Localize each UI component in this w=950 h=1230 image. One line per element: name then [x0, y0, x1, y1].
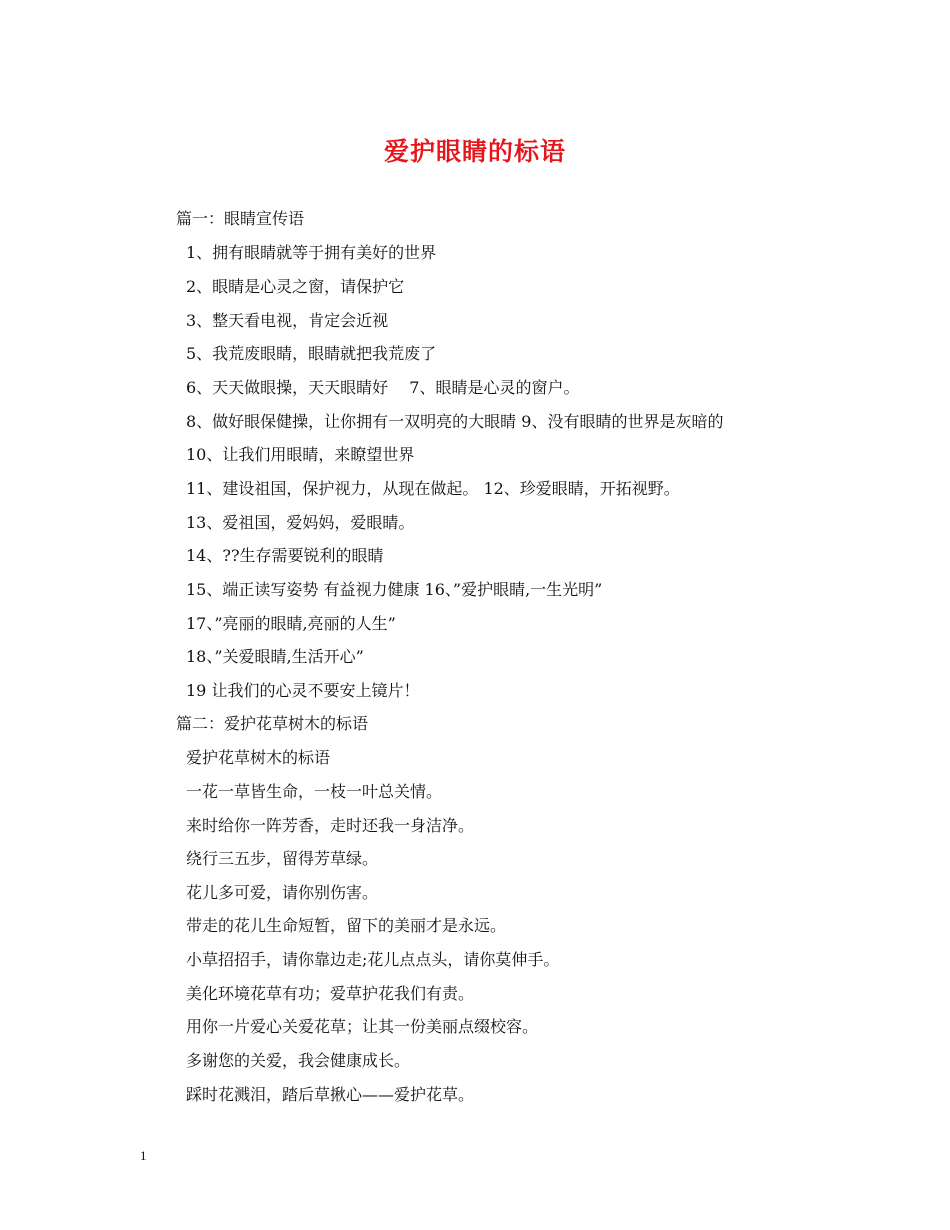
- slogan-line: 美化环境花草有功；爱草护花我们有责。: [186, 984, 475, 1003]
- slogan-line: 踩时花溅泪，踏后草揪心——爱护花草。: [186, 1085, 475, 1104]
- slogan-line: 2、眼睛是心灵之窗，请保护它: [186, 277, 405, 296]
- slogan-line: 15、端正读写姿势 有益视力健康 16、”爱护眼睛,一生光明”: [186, 580, 603, 599]
- slogan-line: 花儿多可爱，请你别伤害。: [186, 883, 379, 902]
- slogan-line: 带走的花儿生命短暂，留下的美丽才是永远。: [186, 916, 507, 935]
- slogan-line: 1、拥有眼睛就等于拥有美好的世界: [186, 243, 437, 262]
- slogan-line: 3、整天看电视，肯定会近视: [186, 311, 389, 330]
- slogan-line: 10、让我们用眼睛，来瞭望世界: [186, 445, 415, 464]
- slogan-line: 绕行三五步，留得芳草绿。: [186, 849, 379, 868]
- slogan-line: 用你一片爱心关爱花草；让其一份美丽点缀校容。: [186, 1017, 539, 1036]
- slogan-line: 18、”关爱眼睛,生活开心”: [186, 647, 364, 666]
- slogan-line: 小草招招手，请你靠边走;花儿点点头，请你莫伸手。: [186, 950, 560, 969]
- section-heading: 篇一：眼睛宣传语: [176, 209, 305, 228]
- slogan-line: 11、建设祖国，保护视力，从现在做起。 12、珍爱眼睛，开拓视野。: [186, 479, 680, 498]
- slogan-line: 14、??生存需要锐利的眼睛: [186, 546, 384, 565]
- slogan-line: 6、天天做眼操，天天眼睛好 7、眼睛是心灵的窗户。: [186, 378, 580, 397]
- slogan-line: 17、”亮丽的眼睛,亮丽的人生”: [186, 614, 396, 633]
- slogan-line: 来时给你一阵芳香，走时还我一身洁净。: [186, 816, 475, 835]
- slogan-line: 多谢您的关爱，我会健康成长。: [186, 1051, 411, 1070]
- slogan-line: 爱护花草树木的标语: [186, 748, 331, 767]
- page-title: 爱护眼睛的标语: [383, 137, 566, 166]
- slogan-line: 5、我荒废眼睛，眼睛就把我荒废了: [186, 344, 437, 363]
- page-number: 1: [140, 1148, 147, 1163]
- slogan-line: 8、做好眼保健操，让你拥有一双明亮的大眼睛 9、没有眼睛的世界是灰暗的: [186, 412, 724, 431]
- slogan-line: 13、爱祖国，爱妈妈，爱眼睛。: [186, 513, 415, 532]
- slogan-line: 19 让我们的心灵不要安上镜片！: [186, 681, 420, 700]
- slogan-line: 一花一草皆生命，一枝一叶总关情。: [186, 782, 443, 801]
- section-heading: 篇二：爱护花草树木的标语: [176, 714, 369, 733]
